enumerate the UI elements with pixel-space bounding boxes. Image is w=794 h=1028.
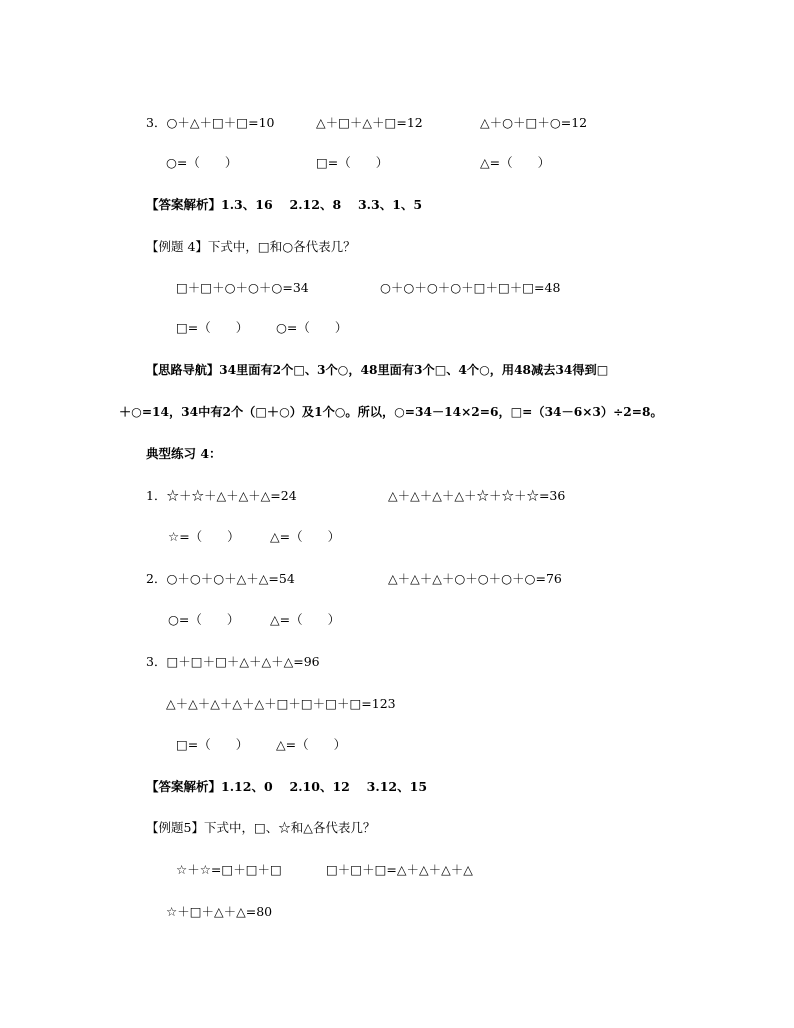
practice-1-equation-2: △＋△＋△＋△＋☆＋☆＋☆=36 <box>388 488 566 503</box>
answer-blank-circle: ○=（ ） <box>276 320 348 335</box>
practice-4-heading: 典型练习 4： <box>146 446 222 461</box>
example-4-equation-1: □＋□＋○＋○＋○=34 <box>176 280 309 295</box>
answer-blank-square: □=（ ） <box>176 737 249 752</box>
answer-analysis-2: 【答案解析】1.12、0 2.10、12 3.12、15 <box>146 779 428 794</box>
example-5-equation-2: □＋□＋□=△＋△＋△＋△ <box>326 862 473 877</box>
practice-1-equation-1: 1．☆＋☆＋△＋△＋△=24 <box>146 488 297 503</box>
solution-guide-line-1: 【思路导航】34里面有2个□、3个○，48里面有3个□、4个○，用48减去34得到□ <box>146 363 609 377</box>
practice-3-equation-2: △＋△＋△＋△＋△＋□＋□＋□＋□=123 <box>166 696 396 711</box>
answer-blank-star: ☆=（ ） <box>168 529 240 544</box>
answer-blank-triangle: △=（ ） <box>270 612 341 627</box>
practice-2-equation-1: 2．○＋○＋○＋△＋△=54 <box>146 571 295 586</box>
example-4-equation-2: ○＋○＋○＋○＋□＋□＋□=48 <box>380 280 561 295</box>
answer-analysis-1: 【答案解析】1.3、16 2.12、8 3.3、1、5 <box>146 197 423 212</box>
problem-3-equation-1: 3．○＋△＋□＋□=10 <box>146 115 275 130</box>
example-5-heading: 【例题5】下式中，□、☆和△各代表几？ <box>146 820 376 835</box>
practice-3-equation-1: 3．□＋□＋□＋△＋△＋△=96 <box>146 654 320 669</box>
answer-blank-circle: ○=（ ） <box>166 155 238 170</box>
example-5-equation-3: ☆＋□＋△＋△=80 <box>166 904 273 919</box>
answer-blank-triangle: △=（ ） <box>276 737 347 752</box>
answer-blank-triangle: △=（ ） <box>480 155 551 170</box>
problem-3-equation-3: △＋○＋□＋○=12 <box>480 115 588 130</box>
example-5-equation-1: ☆＋☆=□＋□＋□ <box>176 862 282 877</box>
answer-blank-square: □=（ ） <box>316 155 389 170</box>
answer-blank-circle: ○=（ ） <box>168 612 240 627</box>
problem-3-equation-2: △＋□＋△＋□=12 <box>316 115 423 130</box>
practice-2-equation-2: △＋△＋△＋○＋○＋○＋○=76 <box>388 571 562 586</box>
example-4-heading: 【例题 4】下式中，□和○各代表几？ <box>146 239 356 254</box>
answer-blank-square: □=（ ） <box>176 320 249 335</box>
solution-guide-line-2: ＋○=14，34中有2个（□＋○）及1个○。所以，○=34－14×2=6，□=（34－6×3）÷2=8。 <box>119 405 663 419</box>
answer-blank-triangle: △=（ ） <box>270 529 341 544</box>
